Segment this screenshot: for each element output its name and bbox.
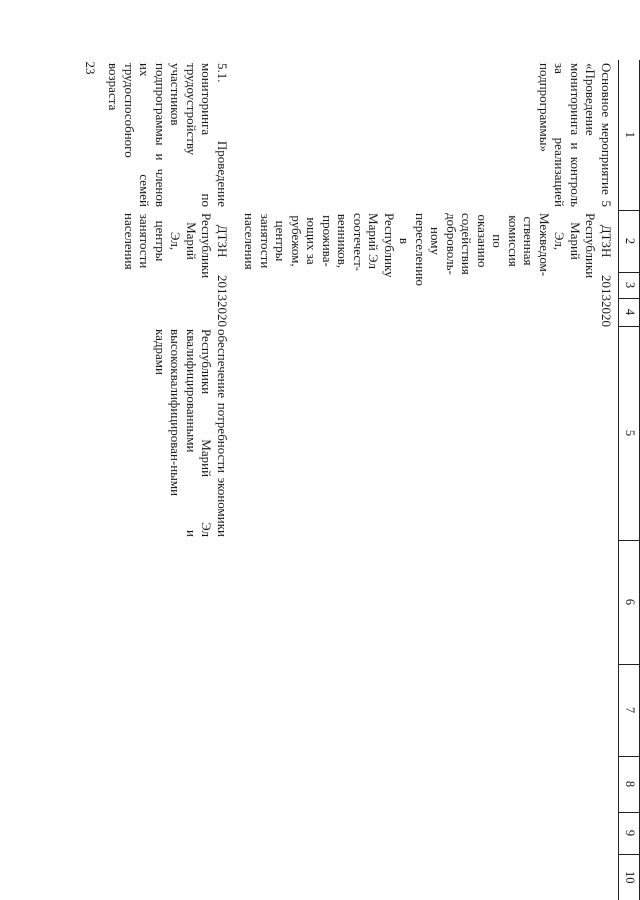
table-header-row — [619, 60, 640, 900]
measure-executor: ДТЗН Республики Марий Эл, центры занятости населения — [122, 213, 230, 279]
table-row — [106, 60, 242, 900]
measure-col-7 — [106, 664, 242, 756]
header-col-6: 6 — [619, 540, 640, 664]
rotated-table-container — [106, 60, 640, 900]
measure-col-9 — [106, 812, 242, 854]
page-number: 23 — [83, 61, 98, 75]
header-col-10: 10 — [619, 854, 640, 900]
measure-col-8 — [106, 756, 242, 812]
measure-end-year: 2020 — [215, 301, 230, 327]
header-col-9: 9 — [619, 812, 640, 854]
measure-name: Основное мероприятие 5 «Проведение мониторинга и контроль за реализацией подпрограммы» — [537, 63, 614, 207]
measure-start-year: 2013 — [215, 275, 230, 301]
measure-executor: ДТЗН Республики Марий Эл, Межведом-ственная комиссия по оказанию содействия доброволь-ному переселению в Республику Марий Эл соотечест-венников, прожива-ющих за рубежом, центры занятости населения — [242, 213, 614, 286]
table-row — [242, 60, 619, 900]
measure-col-10 — [242, 854, 619, 900]
header-col-5: 5 — [619, 326, 640, 540]
measures-table — [106, 60, 640, 900]
header-col-4: 4 — [619, 298, 640, 326]
measure-col-8 — [242, 756, 619, 812]
header-col-3: 3 — [619, 272, 640, 298]
header-col-2: 2 — [619, 210, 640, 272]
measure-name: 5.1. Проведение мониторинга по трудоустройству участников подпрограммы и членов их семей трудоспособного возраста — [106, 63, 230, 207]
measure-result: обеспечение потребности экономики Республики Марий Эл квалифицированными и высококвалифицирован-ными кадрами — [153, 329, 230, 537]
measure-col-10 — [106, 854, 242, 900]
header-col-1: 1 — [619, 60, 640, 210]
measure-col-7 — [242, 664, 619, 756]
measure-col-6 — [242, 540, 619, 664]
measure-end-year: 2020 — [599, 301, 614, 327]
header-col-7: 7 — [619, 664, 640, 756]
measure-col-6 — [106, 540, 242, 664]
header-col-8: 8 — [619, 756, 640, 812]
measure-start-year: 2013 — [599, 275, 614, 301]
measure-col-9 — [242, 812, 619, 854]
measure-result — [242, 326, 619, 540]
